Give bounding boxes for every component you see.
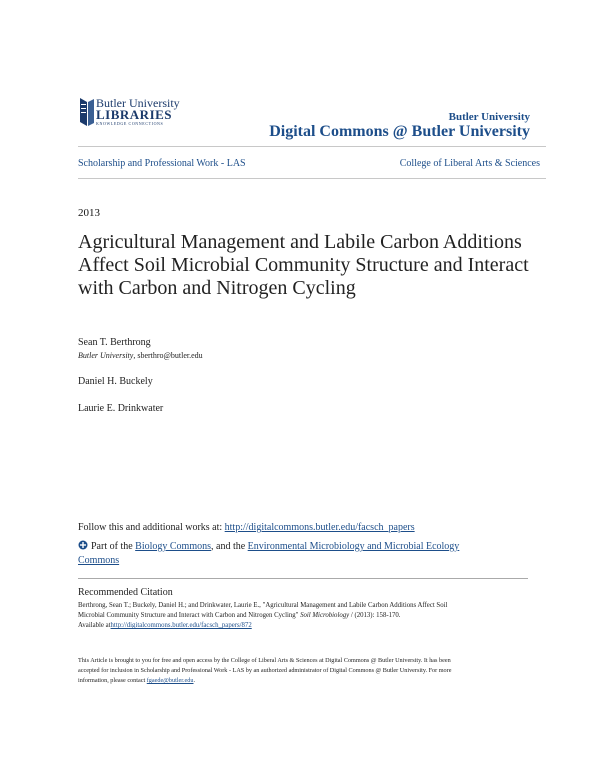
author-name: Sean T. Berthrong xyxy=(78,337,151,348)
repository-link[interactable]: Digital Commons @ Butler University xyxy=(269,123,530,140)
institution-link[interactable]: Butler University xyxy=(448,111,530,123)
notice-line-3 xyxy=(78,676,528,686)
citation-title-part: Microbial Community Structure and Interact with Carbon and Nitrogen Cycling" xyxy=(78,612,299,619)
contact-email-link[interactable]: fgaede@butler.edu xyxy=(146,677,194,684)
citation-line-1: Berthrong, Sean T.; Buckely, Daniel H.; and Drinkwater, Laurie E., "Agricultural Management and Labile Carbon Additions Affect Soil xyxy=(78,602,448,609)
citation-line-2 xyxy=(78,611,533,621)
part-of-line xyxy=(78,540,538,568)
plus-circle-icon xyxy=(78,540,88,550)
affiliation-email: , sberthro@butler.edu xyxy=(133,351,203,360)
citation-heading: Recommended Citation xyxy=(78,587,173,598)
butler-libraries-logo-icon[interactable] xyxy=(78,96,96,128)
nav-divider xyxy=(78,178,546,179)
nav-series-link[interactable]: Scholarship and Professional Work - LAS xyxy=(78,158,246,169)
citation-volume: / (2013): 158-170. xyxy=(350,612,401,619)
part-of-prefix: Part of the xyxy=(91,541,133,552)
citation-divider xyxy=(78,578,528,579)
notice-contact-prefix: information, please contact xyxy=(78,677,146,684)
logo-tagline: KNOWLEDGE CONNECTIONS xyxy=(96,121,164,126)
citation-body xyxy=(78,601,533,631)
biology-commons-link[interactable]: Biology Commons xyxy=(135,541,212,552)
follow-line xyxy=(78,522,415,533)
logo-libraries-text: LIBRARIES xyxy=(96,107,173,122)
notice-line-1: This Article is brought to you for free and open access by the College of Liberal Arts & Sciences at Digital Commons @ Butler University. It has been xyxy=(78,657,451,664)
notice-suffix: . xyxy=(193,677,196,684)
paper-title: Agricultural Management and Labile Carbon Additions Affect Soil Microbial Community Structure and Interact with Carbon and Nitrogen Cycling xyxy=(78,231,529,299)
follow-url-link[interactable]: http://digitalcommons.butler.edu/facsch_papers xyxy=(224,522,415,533)
affiliation-institution: Butler University xyxy=(78,351,134,360)
author-name: Daniel H. Buckely xyxy=(78,376,153,387)
publication-year: 2013 xyxy=(78,207,100,219)
author-name: Laurie E. Drinkwater xyxy=(78,403,164,414)
follow-label: Follow this and additional works at: xyxy=(78,522,223,533)
citation-line-3 xyxy=(78,621,533,631)
logo-university-name: Butler University xyxy=(96,96,180,110)
access-notice xyxy=(78,656,528,686)
citation-available-prefix: Available at xyxy=(78,622,111,629)
author-affiliation xyxy=(78,351,203,360)
header-divider xyxy=(78,146,546,147)
env-microbiology-commons-link-cont[interactable]: Commons xyxy=(78,555,120,566)
env-microbiology-commons-link[interactable]: Environmental Microbiology and Microbial Ecology xyxy=(247,541,460,552)
nav-college-link[interactable]: College of Liberal Arts & Sciences xyxy=(399,158,540,169)
citation-url-link[interactable]: http://digitalcommons.butler.edu/facsch_papers/872 xyxy=(110,622,252,629)
citation-journal: Soil Microbiology xyxy=(300,612,350,619)
notice-line-2: accepted for inclusion in Scholarship and Professional Work - LAS by an authorized administrator of Digital Commons @ Butler University. For more xyxy=(78,667,452,674)
part-of-middle: , and the xyxy=(211,541,246,552)
